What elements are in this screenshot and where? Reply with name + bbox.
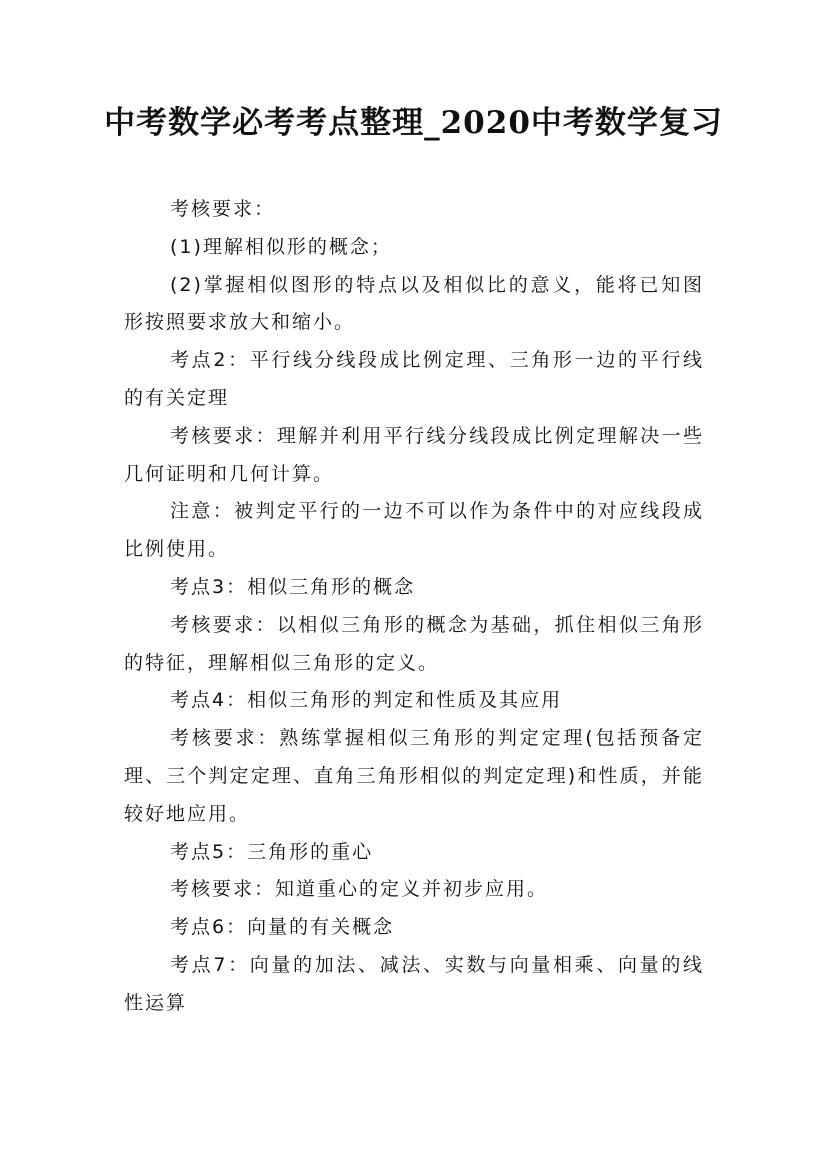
- paragraph: (1)理解相似形的概念；: [170, 235, 392, 258]
- paragraph: 考核要求：: [170, 198, 276, 220]
- paragraph: (2)掌握相似图形的特点以及相似比的意义，能将已知图形按照要求放大和缩小。: [124, 273, 704, 334]
- paragraph: 考核要求：以相似三角形的概念为基础，抓住相似三角形的特征，理解相似三角形的定义。: [124, 613, 704, 674]
- paragraph: 注意：被判定平行的一边不可以作为条件中的对应线段成比例使用。: [124, 500, 704, 561]
- paragraph: 考点7：向量的加法、减法、实数与向量相乘、向量的线性运算: [124, 953, 704, 1014]
- paragraph: 考点5：三角形的重心: [170, 840, 374, 863]
- paragraph: 考核要求：理解并利用平行线分线段成比例定理解决一些几何证明和几何计算。: [124, 424, 704, 485]
- paragraph: 考点4：相似三角形的判定和性质及其应用: [170, 689, 563, 712]
- paragraph: 考点2：平行线分线段成比例定理、三角形一边的平行线的有关定理: [124, 349, 704, 409]
- paragraph: 考核要求：熟练掌握相似三角形的判定定理(包括预备定理、三个判定定理、直角三角形相似的判定定理)和性质，并能较好地应用。: [124, 727, 704, 825]
- paragraph: 考点6：向量的有关概念: [170, 916, 395, 939]
- document-body: [124, 191, 704, 1023]
- paragraph: 考点3：相似三角形的概念: [170, 575, 416, 598]
- document-title: 中考数学必考考点整理_2020中考数学复习: [104, 105, 723, 141]
- paragraph: 考核要求：知道重心的定义并初步应用。: [170, 878, 549, 901]
